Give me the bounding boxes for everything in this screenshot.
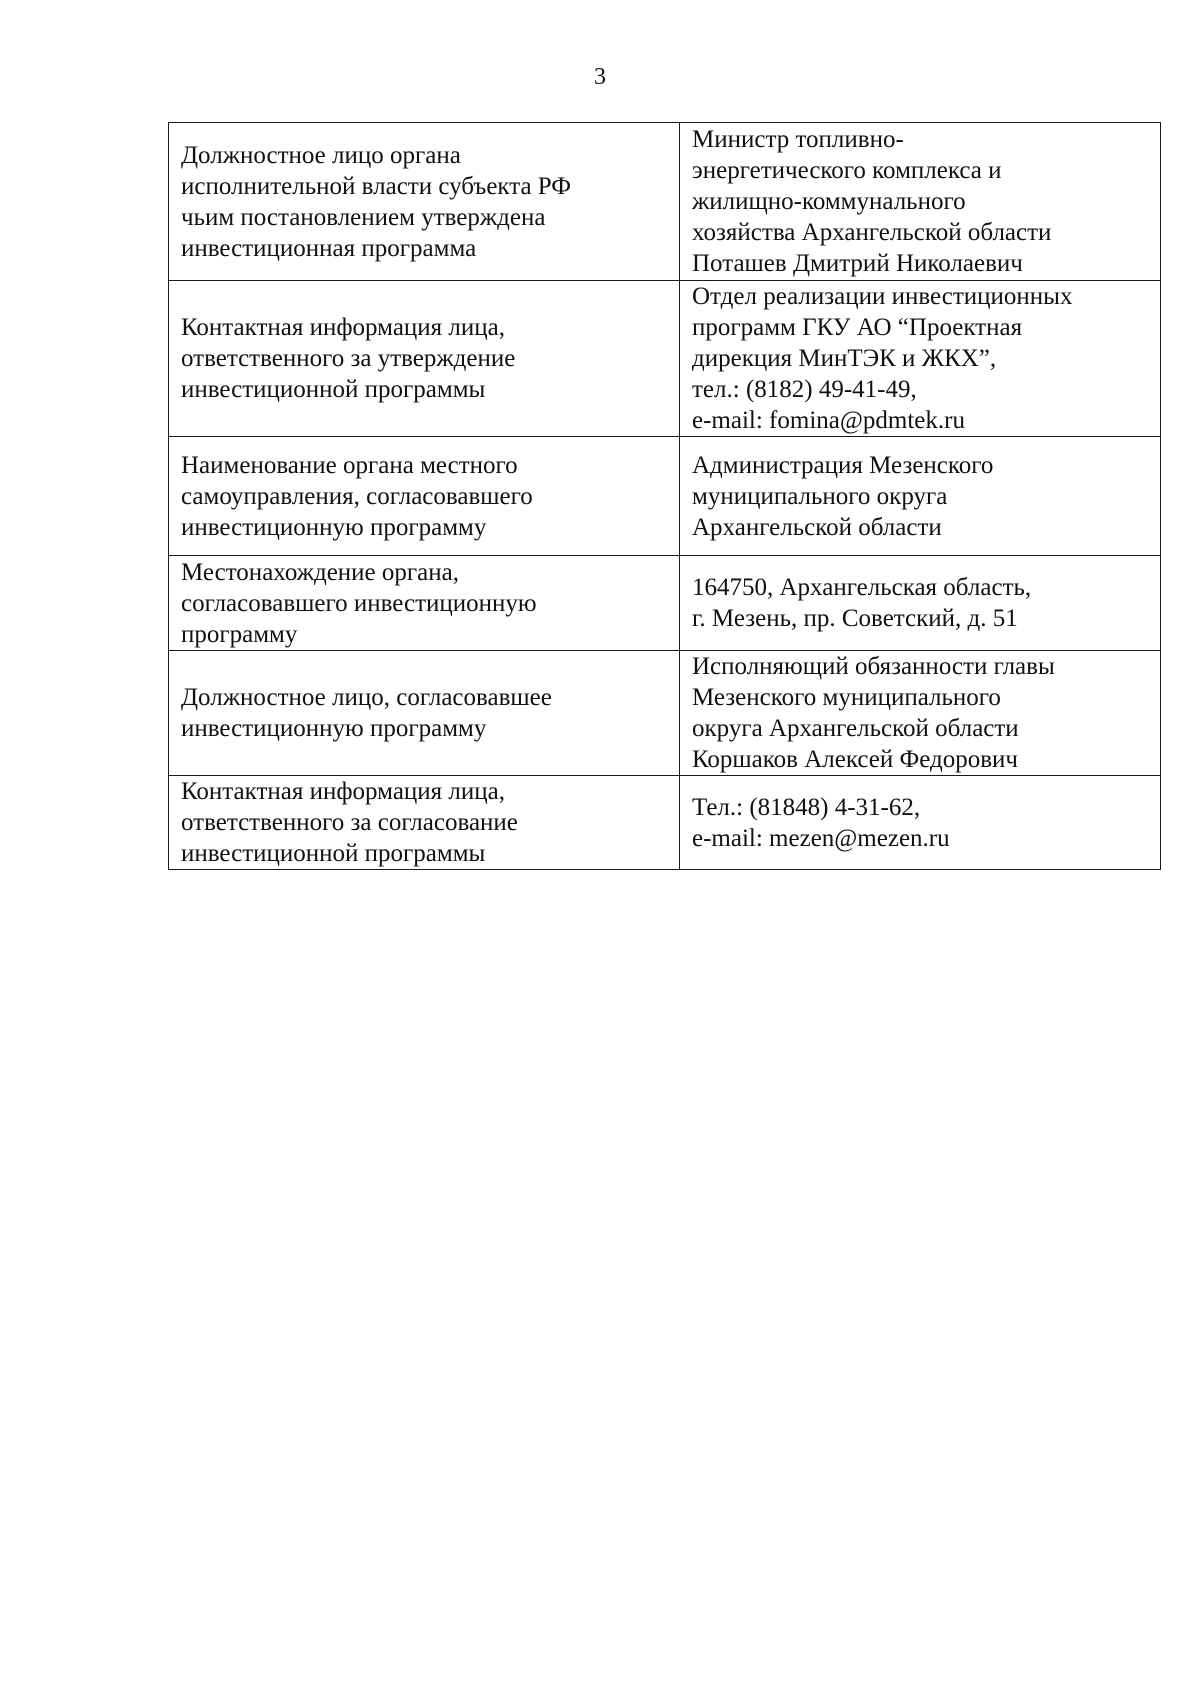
cell-line: Отдел реализации инвестиционных — [692, 283, 1073, 310]
table-row — [169, 556, 1161, 651]
cell-line: Администрация Мезенского — [692, 451, 994, 479]
cell-line: муниципального округа — [692, 482, 948, 510]
cell-line: программ ГКУ АО “Проектная — [692, 314, 1023, 341]
cell-line: согласовавшего инвестиционную — [181, 589, 537, 617]
cell-line: Контактная информация лица, — [181, 314, 506, 341]
cell-line: Тел.: (81848) 4-31-62, — [692, 793, 921, 821]
cell-line: инвестиционной программы — [181, 840, 486, 867]
cell-line: Наименование органа местного — [181, 451, 518, 479]
cell-line: тел.: (8182) 49-41-49, — [692, 376, 917, 403]
cell-line: инвестиционную программу — [181, 513, 487, 541]
info-table — [168, 122, 1161, 870]
field-value-cell — [680, 776, 1161, 870]
cell-line: хозяйства Архангельской области — [692, 219, 1052, 246]
table-row — [169, 437, 1161, 556]
cell-line: Должностное лицо органа — [181, 141, 461, 169]
cell-line: Местонахождение органа, — [181, 558, 459, 586]
cell-line: округа Архангельской области — [692, 715, 1019, 742]
field-label-cell — [169, 437, 680, 556]
cell-line: программу — [181, 620, 298, 648]
email-link: e-mail: fomina@pdmtek.ru — [692, 407, 965, 434]
cell-line: ответственного за утверждение — [181, 345, 516, 372]
cell-line: энергетического комплекса и — [692, 157, 1002, 184]
cell-line: чьим постановлением утверждена — [181, 203, 546, 231]
field-value-cell — [680, 556, 1161, 651]
cell-line: Архангельской области — [692, 513, 942, 541]
cell-line: Поташев Дмитрий Николаевич — [692, 250, 1023, 277]
cell-line: дирекция МинТЭК и ЖКХ”, — [692, 345, 997, 372]
cell-line: Исполняющий обязанности главы — [692, 653, 1055, 680]
cell-line: исполнительной власти субъекта РФ — [181, 172, 572, 200]
cell-line: Должностное лицо, согласовавшее — [181, 684, 552, 711]
cell-line: Коршаков Алексей Федорович — [692, 746, 1018, 773]
cell-line: ответственного за согласование — [181, 809, 518, 836]
field-value-cell — [680, 651, 1161, 776]
field-label-cell — [169, 281, 680, 437]
cell-line: Мезенского муниципального — [692, 684, 1001, 711]
cell-line: самоуправления, согласовавшего — [181, 482, 533, 510]
table-row — [169, 651, 1161, 776]
field-value-cell — [680, 281, 1161, 437]
field-label-cell — [169, 556, 680, 651]
field-value-cell — [680, 437, 1161, 556]
cell-line: инвестиционной программы — [181, 376, 486, 403]
table-row — [169, 281, 1161, 437]
field-value-cell — [680, 123, 1161, 281]
table-row — [169, 776, 1161, 870]
cell-line: 164750, Архангельская область, — [692, 574, 1032, 601]
cell-line: инвестиционная программа — [181, 234, 477, 262]
field-label-cell — [169, 776, 680, 870]
cell-line: инвестиционную программу — [181, 715, 487, 742]
page-number: 3 — [594, 64, 606, 90]
cell-line: г. Мезень, пр. Советский, д. 51 — [692, 605, 1018, 632]
email-link: e-mail: mezen@mezen.ru — [692, 824, 950, 852]
field-label-cell — [169, 651, 680, 776]
cell-line: Контактная информация лица, — [181, 778, 506, 805]
cell-line: Министр топливно- — [692, 126, 904, 153]
cell-line: жилищно-коммунального — [692, 188, 966, 215]
table-row — [169, 123, 1161, 281]
field-label-cell — [169, 123, 680, 281]
